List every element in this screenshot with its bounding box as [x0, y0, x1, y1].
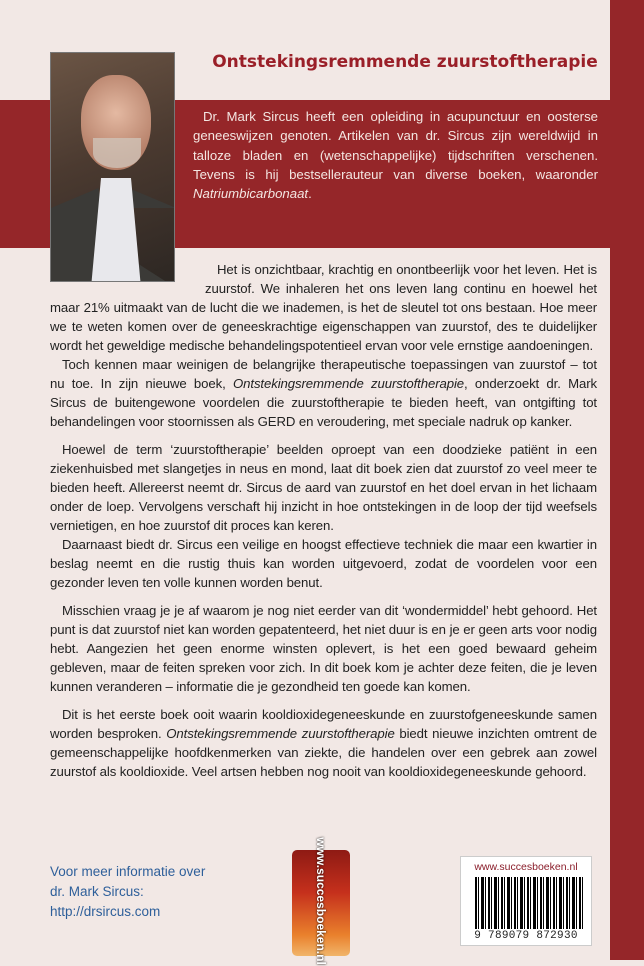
paragraph: Toch kennen maar weinigen de belangrijke therapeutische toepassingen van zuurstof – tot nu toe. In zijn nieuwe boek, Ontstekingsremmende zuurstoftherapie, onderzoekt dr. Mark Sircus de buitengewone voordelen die zuurstoftherapie te bieden heeft, van ontgifting tot behandelingen voor stoornissen als GERD en veroudering, met speciale nadruk op kanker. — [50, 357, 597, 429]
paragraph: Dit is het eerste boek ooit waarin kooldioxidegeneeskunde en zuurstofgeneeskunde samen worden besproken. Ontstekingsremmende zuurstoftherapie biedt nieuwe inzichten omtrent de gemeenschappelijke hoofdkenmerken van ziekte, die handelen over een gebrek aan zowel zuurstof als kooldioxide. Veel artsen hebben nog nooit van kooldioxidegeneeskunde gehoord. — [50, 707, 597, 779]
publisher-url: www.succesboeken.nl — [474, 861, 578, 873]
spine-band — [610, 0, 644, 960]
author-website-link[interactable]: http://drsircus.com — [50, 904, 161, 919]
photo-spacer — [50, 260, 205, 284]
paragraph: Daarnaast biedt dr. Sircus een veilige en hoogst effectieve techniek die maar een kwartier in beslag neemt en die rustig thuis kan worden uitgevoerd, zodat de voordelen voor een gezonder leven ten volle kunnen worden benut. — [50, 537, 597, 590]
barcode-bars — [475, 877, 585, 929]
author-photo — [50, 52, 175, 282]
paragraph: Het is onzichtbaar, krachtig en onontbeerlijk voor het leven. Het is zuurstof. We inhaleren het ons leven lang continu en hoewel het maar 21% uitmaakt van de lucht die we inademen, is het de sleutel tot ons bestaan. Hoe meer we te weten komen over de geneeskrachtige eigenschappen van zuurstof, des te duidelijker wordt het geweldige medische behandelingspotentieel ervan voor vele ernstige aandoeningen. — [50, 262, 597, 353]
isbn-number: 9 789079 872930 — [474, 930, 578, 942]
more-info-line: dr. Mark Sircus: — [50, 884, 144, 899]
publisher-logo: www.succesboeken.nl — [292, 850, 350, 956]
more-info-line: Voor meer informatie over — [50, 864, 206, 879]
paragraph: Hoewel de term ‘zuurstoftherapie’ beelden oproept van een doodzieke patiënt in een ziekenhuisbed met slangetjes in neus en mond, laat dit boek zien dat zuurstof zo veel meer te bieden heeft. Allereerst neemt dr. Sircus de aard van zuurstof en het doel ervan in het lichaam onder de loep. Vervolgens verschaft hij inzicht in hoe ontstekingen in de loop der tijd weefsels vernietigen, en hoe zuurstof dit proces kan keren. — [50, 442, 597, 533]
isbn-barcode — [460, 856, 592, 946]
paragraph: Misschien vraag je je af waarom je nog niet eerder van dit ‘wondermiddel’ hebt gehoord. Het punt is dat zuurstof niet kan worden gepatenteerd, het niet duur is en je er geen arts voor nodig hebt. Aangezien het geen enorme winsten oplevert, is het een goed bewaard geheim gebleven, maar de feiten spreken voor zich. In dit boek kom je achter deze feiten, die je leven kunnen veranderen – informatie die je gezondheid ten goede kan komen. — [50, 603, 597, 694]
more-info — [50, 862, 205, 922]
book-title: Ontstekingsremmende zuurstoftherapie — [212, 52, 598, 72]
author-bio: Dr. Mark Sircus heeft een opleiding in acupunctuur en oosterse geneeswijzen genoten. Artikelen van dr. Sircus zijn wereldwijd in talloze bladen en (wetenschappelijke) tijdschriften verschenen. Tevens is hij bestsellerauteur van diverse boeken, waaronder Natriumbicarbonaat. — [193, 109, 598, 202]
blurb — [50, 260, 597, 781]
